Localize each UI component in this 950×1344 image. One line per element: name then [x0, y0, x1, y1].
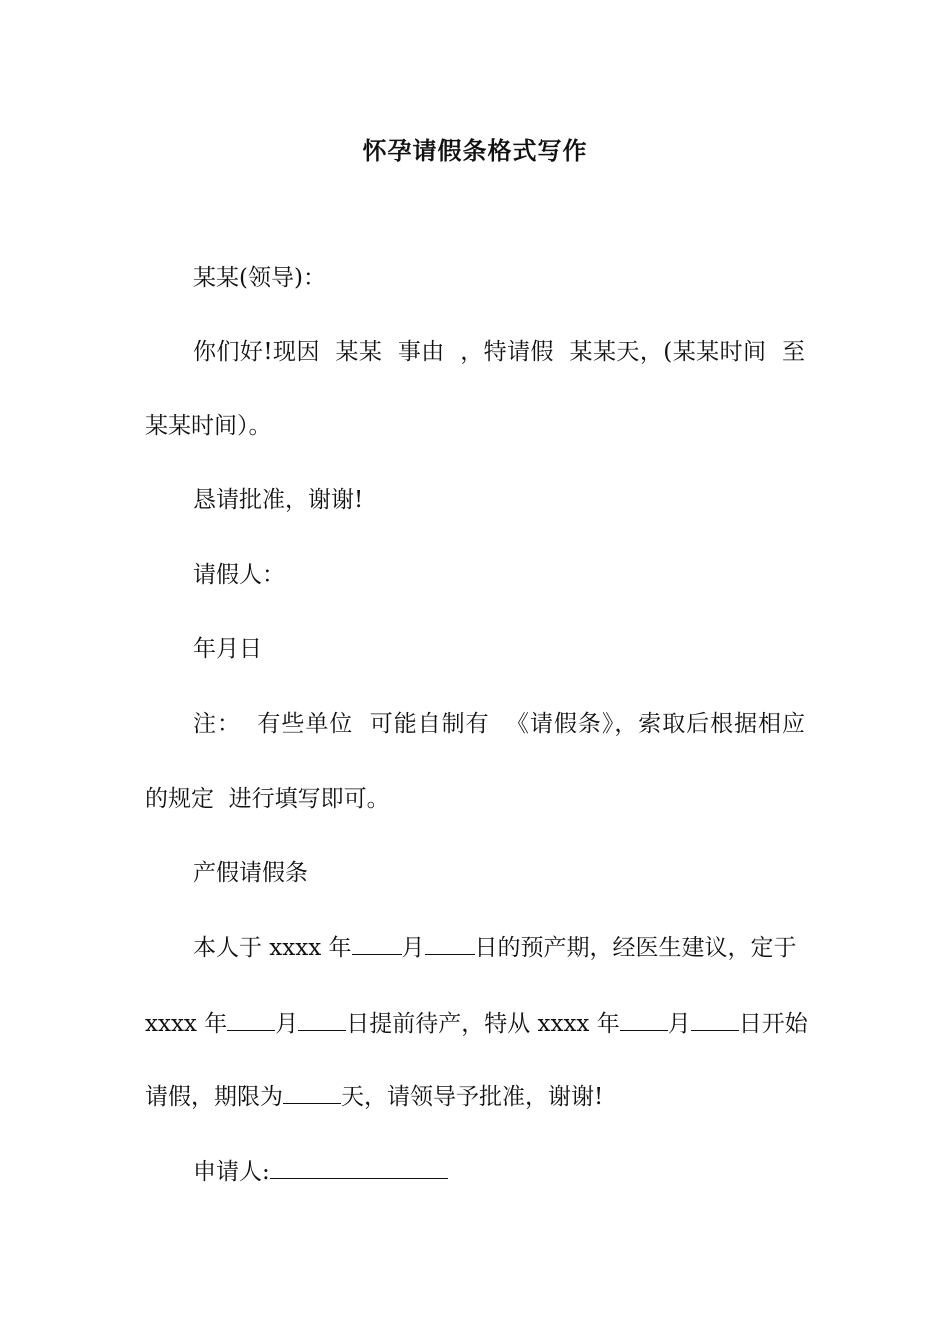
leave-text: xxxx 年: [145, 1011, 228, 1037]
leave-line-1: [193, 932, 797, 964]
day-blank[interactable]: [425, 932, 475, 955]
leave-text: 日的预产期，经医生建议，定于: [474, 935, 797, 961]
leave-line-3: [145, 1081, 603, 1113]
leave-text: 本人于 xxxx 年: [193, 935, 352, 961]
document-title: 怀孕请假条格式写作: [362, 136, 588, 165]
days-blank[interactable]: [283, 1081, 341, 1104]
day-blank[interactable]: [298, 1008, 346, 1031]
applicant-line: 请假人：: [193, 562, 285, 588]
body-line-2: 某某时间）。: [145, 413, 272, 439]
month-blank[interactable]: [620, 1008, 668, 1031]
note-line-2: 的规定 进行填写即可。: [145, 786, 390, 812]
body-line-1: 你们好!现因 某某 事由 ，特请假 某某天，(某某时间 至: [193, 339, 805, 365]
note-line-1: 注： 有些单位 可能自制有 《请假条》，索取后根据相应: [193, 711, 805, 737]
salutation: 某某(领导)：: [193, 265, 326, 291]
leave-text: 月: [401, 935, 425, 961]
leave-line-2: [145, 1008, 808, 1040]
leave-text: 日提前待产，特从 xxxx 年: [346, 1011, 620, 1037]
signature-blank[interactable]: [270, 1156, 448, 1179]
day-blank[interactable]: [691, 1008, 739, 1031]
month-blank[interactable]: [227, 1008, 275, 1031]
leave-text: 天，请领导予批准，谢谢!: [341, 1084, 604, 1110]
month-blank[interactable]: [352, 932, 402, 955]
leave-text: 月: [275, 1011, 299, 1037]
date-line: 年月日: [193, 636, 262, 662]
leave-text: 月: [667, 1011, 691, 1037]
leave-text: 日开始: [738, 1011, 808, 1037]
request-line: 恳请批准，谢谢!: [193, 487, 364, 513]
signature-line: [193, 1156, 448, 1188]
section2-title: 产假请假条: [193, 860, 308, 886]
leave-text: 请假，期限为: [145, 1084, 283, 1110]
signature-label: 申请人:: [193, 1159, 270, 1185]
